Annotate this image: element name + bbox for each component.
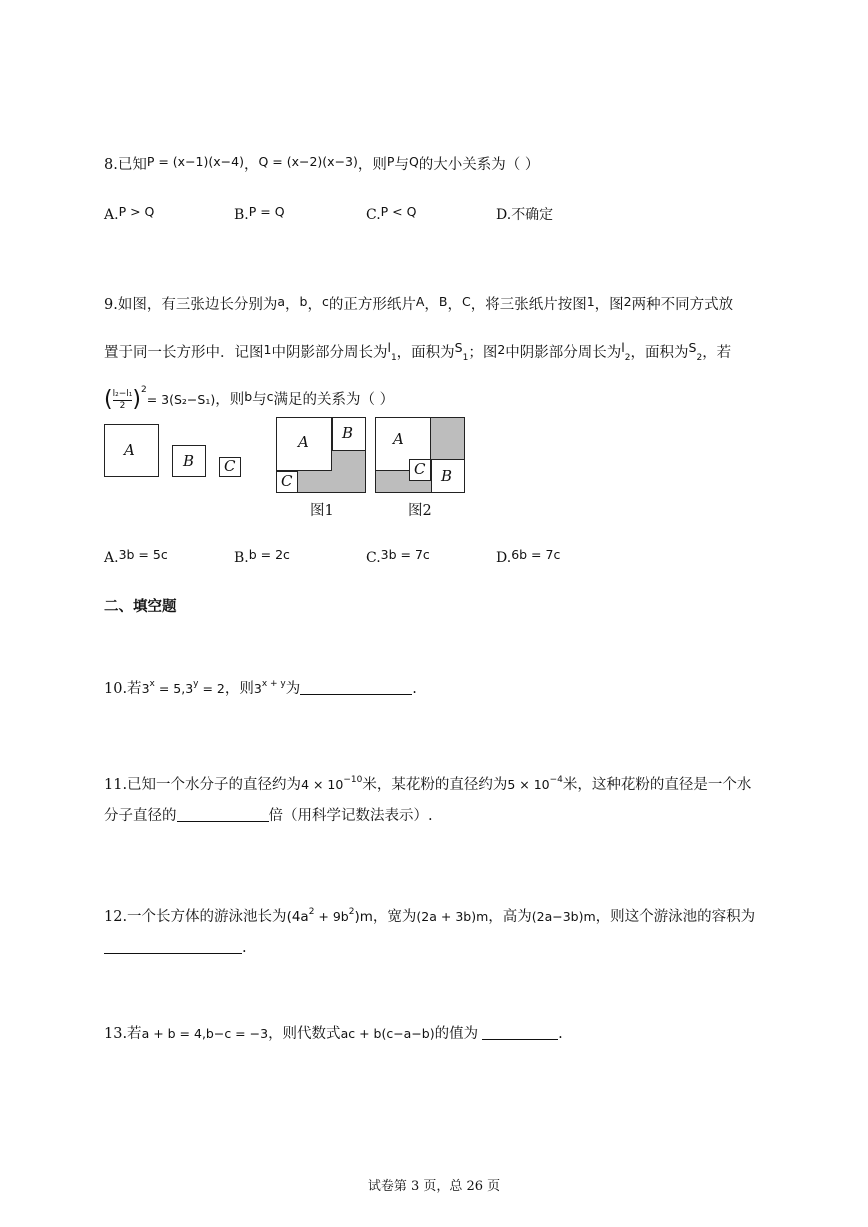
q9-text: ，面积为 bbox=[396, 345, 455, 361]
label-c: C bbox=[281, 472, 293, 490]
q8-text-4: 的大小关系为（ ） bbox=[418, 157, 540, 173]
option-text: 3b = 7c bbox=[380, 547, 430, 562]
label-b: B bbox=[342, 424, 354, 442]
q10-base: 3 bbox=[253, 681, 262, 696]
question-10 bbox=[104, 674, 417, 699]
q13-expression: ac + b(c−a−b) bbox=[340, 1026, 435, 1041]
q9-var-l1: l bbox=[387, 340, 391, 355]
q9-var-s2: S bbox=[688, 340, 697, 355]
q10-exp: y bbox=[193, 679, 199, 689]
q12-length: + 9b bbox=[314, 909, 349, 924]
option-letter: D. bbox=[496, 550, 512, 566]
question-12-line-2 bbox=[104, 938, 247, 958]
q9-frac-den: 2 bbox=[119, 400, 126, 411]
q9-var-A: A bbox=[415, 294, 425, 309]
q9-option-b[interactable] bbox=[234, 547, 290, 566]
label-b: B bbox=[183, 452, 195, 470]
option-letter: A. bbox=[104, 207, 119, 223]
q9-sub: 1 bbox=[390, 353, 397, 363]
option-text: P = Q bbox=[248, 204, 285, 219]
q8-expr-p: P = (x−1)(x−4) bbox=[146, 154, 244, 169]
q12-text: ，宽为 bbox=[372, 909, 417, 925]
q8-option-d[interactable] bbox=[496, 204, 553, 224]
q9-num: 1 bbox=[586, 294, 595, 309]
q8-comma: ， bbox=[243, 157, 259, 173]
q9-var-b: b bbox=[244, 389, 253, 404]
question-9-line-2 bbox=[104, 338, 731, 368]
q9-sub: 2 bbox=[624, 353, 631, 363]
q12-text: . bbox=[242, 940, 247, 956]
q9-text: ， bbox=[424, 297, 439, 313]
q9-sub: 1 bbox=[462, 353, 469, 363]
q13-text: 13.若 bbox=[104, 1026, 142, 1042]
q9-var-b: b bbox=[299, 294, 308, 309]
q9-var-B: B bbox=[438, 294, 448, 309]
q12-text: ，则这个游泳池的容积为 bbox=[595, 909, 756, 925]
q9-text: ， bbox=[307, 297, 322, 313]
q9-text: 9.如图，有三张边长分别为 bbox=[104, 297, 278, 313]
question-13 bbox=[104, 1024, 563, 1044]
q10-exp: x bbox=[149, 679, 155, 689]
q11-answer-blank[interactable] bbox=[177, 807, 269, 822]
q9-option-d[interactable] bbox=[496, 547, 560, 566]
q9-text: ，面积为 bbox=[630, 345, 689, 361]
section-heading: 二、填空题 bbox=[104, 598, 177, 615]
q9-text: ，将三张纸片按图 bbox=[470, 297, 587, 313]
q10-exp: x + y bbox=[261, 679, 286, 689]
q9-var-c: c bbox=[321, 294, 329, 309]
q11-exp: −4 bbox=[549, 775, 563, 785]
q11-value: 5 × 10 bbox=[507, 777, 550, 792]
q9-text: 与 bbox=[252, 392, 267, 408]
question-11-line-2 bbox=[104, 806, 433, 826]
q8-var-q: Q bbox=[408, 154, 419, 169]
q13-text: 的值为 bbox=[434, 1026, 479, 1042]
q9-option-c[interactable] bbox=[366, 547, 430, 566]
q10-expr: = 2 bbox=[198, 681, 225, 696]
q11-text: 米，这种花粉的直径是一个水 bbox=[562, 777, 752, 793]
option-text: 6b = 7c bbox=[511, 547, 561, 562]
q13-condition: a + b = 4,b−c = −3 bbox=[141, 1026, 269, 1041]
q9-text: ；图 bbox=[468, 345, 498, 361]
label-b: B bbox=[441, 467, 453, 485]
label-a: A bbox=[124, 441, 135, 459]
q9-num: 2 bbox=[623, 294, 632, 309]
q8-text-2: ，则 bbox=[357, 157, 387, 173]
q9-text: 中阴影部分周长为 bbox=[505, 345, 622, 361]
label-a: A bbox=[393, 430, 404, 448]
option-letter: C. bbox=[366, 207, 381, 223]
q9-text: 置于同一长方形中．记图 bbox=[104, 345, 264, 361]
figure-2-caption: 图2 bbox=[408, 503, 432, 519]
q9-text: ， bbox=[285, 297, 300, 313]
q9-text: ，若 bbox=[702, 345, 732, 361]
q11-value: 4 × 10 bbox=[301, 777, 344, 792]
q12-length: )m bbox=[354, 909, 373, 925]
question-9-line-1 bbox=[104, 292, 733, 315]
option-text: 3b = 5c bbox=[118, 547, 168, 562]
option-text: P < Q bbox=[380, 204, 417, 219]
q9-option-a[interactable] bbox=[104, 547, 168, 566]
q12-width: (2a + 3b)m bbox=[416, 909, 489, 924]
q8-option-a[interactable] bbox=[104, 204, 154, 223]
q9-var-s1: S bbox=[454, 340, 463, 355]
q8-text-1: 已知 bbox=[117, 157, 147, 173]
option-text: 不确定 bbox=[511, 207, 554, 223]
q8-number: 8. bbox=[104, 157, 118, 173]
q13-text: . bbox=[558, 1026, 563, 1042]
q9-var-C: C bbox=[461, 294, 471, 309]
figure-1-caption: 图1 bbox=[310, 503, 334, 519]
option-letter: B. bbox=[234, 207, 249, 223]
q9-var-l2: l bbox=[621, 340, 625, 355]
q9-sub: 2 bbox=[696, 353, 703, 363]
q9-text: ， bbox=[447, 297, 462, 313]
label-a: A bbox=[298, 433, 309, 451]
question-12-line-1 bbox=[104, 902, 755, 927]
q9-num: 1 bbox=[263, 342, 272, 357]
q9-var-c: c bbox=[266, 389, 274, 404]
q9-paren-left: ( bbox=[104, 387, 113, 412]
q9-text: ，则 bbox=[215, 392, 245, 408]
q12-text: ，高为 bbox=[488, 909, 532, 925]
q9-text: 的正方形纸片 bbox=[328, 297, 416, 313]
q13-text: ，则代数式 bbox=[268, 1026, 341, 1042]
option-letter: A. bbox=[104, 550, 119, 566]
q8-option-c[interactable] bbox=[366, 204, 416, 223]
q10-text: 10.若 bbox=[104, 681, 142, 697]
q12-length: (4a bbox=[286, 909, 309, 925]
q11-text: 米，某花粉的直径约为 bbox=[362, 777, 508, 793]
q9-num: 2 bbox=[497, 342, 506, 357]
q10-text: 为 bbox=[285, 681, 301, 697]
q10-base: 3 bbox=[141, 681, 150, 696]
q9-fraction bbox=[113, 389, 133, 412]
q10-text: . bbox=[412, 681, 417, 697]
q9-frac-num: l₂−l₁ bbox=[112, 388, 133, 399]
q12-height: (2a−3b)m bbox=[531, 909, 596, 924]
page-footer: 试卷第 3 页，总 26 页 bbox=[367, 1179, 501, 1194]
q12-exp: 2 bbox=[308, 907, 315, 917]
q8-text-3: 与 bbox=[394, 157, 409, 173]
figure-2-shade-top bbox=[431, 418, 464, 459]
q9-text: 满足的关系为（ ） bbox=[273, 392, 395, 408]
label-c: C bbox=[414, 460, 426, 478]
q9-text: 两种不同方式放 bbox=[631, 297, 734, 313]
q9-text: 中阴影部分周长为 bbox=[271, 345, 388, 361]
q12-answer-blank[interactable] bbox=[104, 939, 242, 954]
q9-equation: = 3(S₂−S₁) bbox=[146, 392, 216, 407]
q11-exp: −10 bbox=[343, 775, 363, 785]
q13-answer-blank[interactable] bbox=[482, 1025, 558, 1040]
q8-var-p: P bbox=[386, 154, 395, 169]
q11-text: 倍（用科学记数法表示）. bbox=[268, 808, 433, 824]
q8-expr-q: Q = (x−2)(x−3) bbox=[258, 154, 358, 169]
q9-square: 2 bbox=[140, 385, 147, 395]
q11-text: 分子直径的 bbox=[104, 808, 177, 824]
q10-answer-blank[interactable] bbox=[300, 680, 412, 695]
q12-exp: 2 bbox=[348, 907, 355, 917]
question-11-line-1 bbox=[104, 770, 751, 795]
q9-text: ，图 bbox=[594, 297, 624, 313]
question-8-stem bbox=[104, 152, 539, 175]
option-text: P > Q bbox=[118, 204, 155, 219]
option-letter: C. bbox=[366, 550, 381, 566]
label-c: C bbox=[224, 457, 236, 475]
q10-text: ，则 bbox=[224, 681, 254, 697]
option-letter: B. bbox=[234, 550, 249, 566]
option-text: b = 2c bbox=[248, 547, 290, 562]
q11-text: 11.已知一个水分子的直径约为 bbox=[104, 777, 302, 793]
question-9-line-3 bbox=[104, 380, 394, 414]
q12-text: 12.一个长方体的游泳池长为 bbox=[104, 909, 287, 925]
q9-paren-right: ) bbox=[132, 387, 141, 412]
q8-option-b[interactable] bbox=[234, 204, 285, 223]
q10-expr: = 5,3 bbox=[154, 681, 194, 696]
q9-var-a: a bbox=[277, 294, 286, 309]
option-letter: D. bbox=[496, 207, 512, 223]
